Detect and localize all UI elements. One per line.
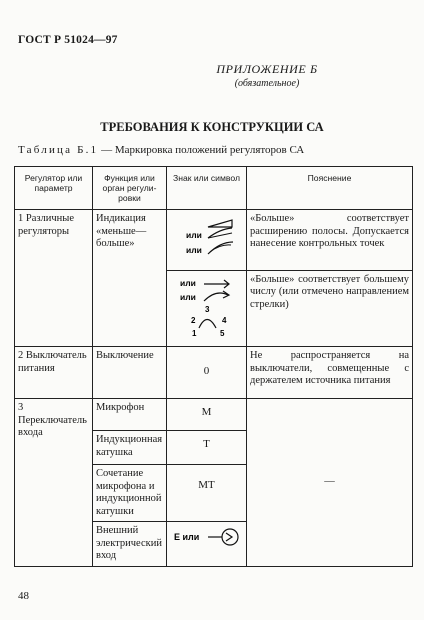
symbol-word-e-or: Е или — [173, 532, 199, 542]
cell-function: Индукционная катушка — [93, 431, 167, 465]
mic-coil-symbol: MT — [198, 479, 215, 491]
appendix-title: ПРИЛОЖЕНИЕ Б — [216, 62, 318, 76]
column-header-function: Функция или орган регули-ровки — [93, 167, 167, 210]
curve-icon — [208, 242, 233, 254]
column-header-param: Регулятор или параметр — [15, 167, 93, 210]
symbol-word-or: или — [179, 277, 196, 288]
coil-symbol: T — [203, 438, 210, 450]
symbol-word-or: или — [185, 230, 202, 240]
symbol-word-or: или — [185, 245, 202, 255]
cell-symbol — [167, 347, 247, 399]
increase-wedge-symbols — [170, 214, 244, 262]
arc-icon — [208, 228, 232, 238]
table-row — [15, 210, 413, 271]
external-input-symbol — [170, 526, 244, 550]
column-header-explanation: Пояснение — [247, 167, 413, 210]
cell-param: 3 Переключатель входа — [15, 399, 93, 567]
cell-param: 1 Различные регуляторы — [15, 210, 93, 347]
direction-arrow-symbols — [170, 275, 244, 339]
table-caption-label: Таблица Б.1 — [18, 144, 99, 156]
cell-explanation: «Больше» соответствует расширению полосы. Допускается нанесение контрольных точек — [247, 210, 413, 271]
power-off-symbol: 0 — [203, 365, 210, 377]
column-header-symbol: Знак или символ — [167, 167, 247, 210]
cell-explanation: — — [247, 399, 413, 567]
dial-digit: 2 — [190, 315, 195, 325]
symbol-word-or: или — [179, 291, 196, 302]
microphone-symbol: M — [201, 406, 212, 418]
marking-table — [14, 166, 413, 567]
cell-explanation: Не распространяется на выключатели, совмещенные с держателем источника питания — [247, 347, 413, 399]
table-row — [15, 347, 413, 399]
cell-param: 2 Выключатель питания — [15, 347, 93, 399]
input-circle-icon — [222, 529, 238, 545]
dial-digit: 1 — [191, 328, 196, 338]
cell-symbol — [167, 465, 247, 522]
input-arrow-icon — [226, 533, 232, 541]
table-row — [15, 399, 413, 431]
dial-digit: 5 — [219, 328, 224, 338]
cell-symbol — [167, 522, 247, 567]
section-title: ТРЕБОВАНИЯ К КОНСТРУКЦИИ СА — [100, 120, 324, 134]
cell-symbol — [167, 270, 247, 347]
cell-symbol — [167, 210, 247, 271]
table-caption — [18, 144, 304, 156]
appendix-heading — [0, 62, 424, 89]
curve-inner-icon — [210, 245, 231, 252]
document-code: ГОСТ Р 51024—97 — [18, 34, 118, 46]
wedge-icon — [208, 220, 232, 227]
dial-digit: 4 — [221, 315, 226, 325]
cell-symbol — [167, 399, 247, 431]
dial-icon — [199, 319, 216, 328]
cell-function: Индикация «меньше—больше» — [93, 210, 167, 347]
table-caption-text: — Маркировка положений регуляторов СА — [98, 144, 305, 156]
appendix-note: (обязательное) — [234, 78, 300, 89]
cell-function: Микрофон — [93, 399, 167, 431]
cell-function: Сочетание микрофона и индукционной катушки — [93, 465, 167, 522]
dial-digit: 3 — [204, 304, 209, 314]
cell-function: Выключение — [93, 347, 167, 399]
page-number: 48 — [18, 590, 29, 602]
table-header-row — [15, 167, 413, 210]
cell-function: Внешний электрический вход — [93, 522, 167, 567]
cell-explanation: «Больше» соответствует большему числу (или отмечено направлением стрелки) — [247, 270, 413, 347]
cell-symbol — [167, 431, 247, 465]
